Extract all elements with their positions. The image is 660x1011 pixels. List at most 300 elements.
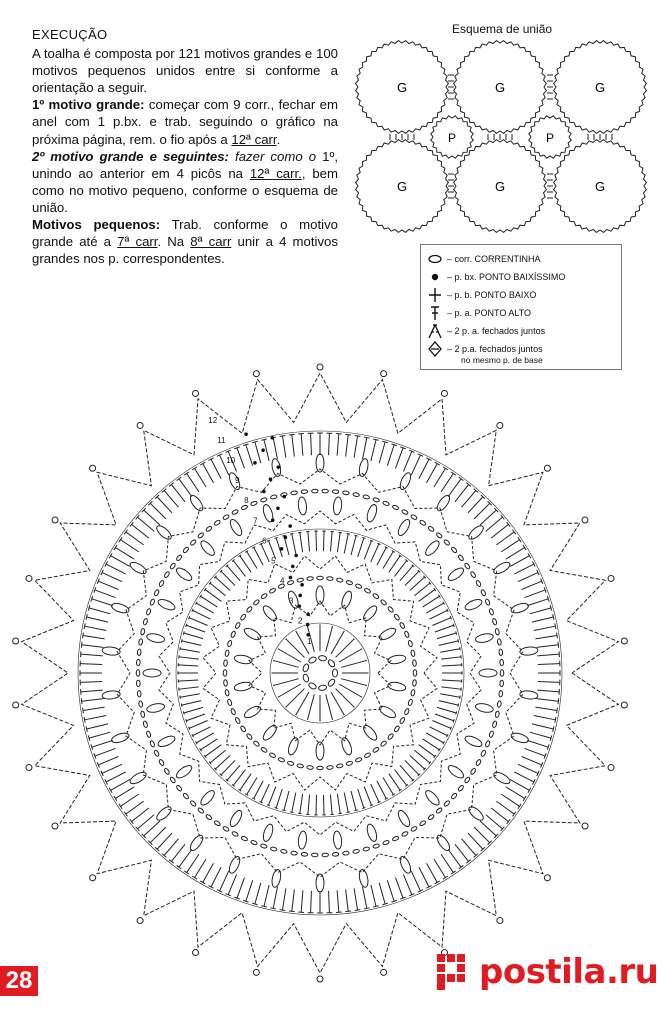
picot <box>544 465 550 471</box>
picot <box>608 765 614 771</box>
chain-stitch <box>404 708 410 715</box>
stitch-top <box>84 717 85 723</box>
double-crochet <box>364 541 371 560</box>
double-crochet <box>83 707 105 710</box>
stitch-top <box>460 696 461 699</box>
chain-stitch <box>495 711 500 718</box>
double-crochet <box>115 548 134 559</box>
chain-stitch <box>408 640 413 647</box>
double-crochet <box>171 844 185 861</box>
double-crochet <box>83 635 105 638</box>
double-crochet <box>196 603 213 613</box>
double-crochet <box>354 888 357 910</box>
chain-stitch <box>318 685 327 691</box>
stitch-top <box>362 537 365 538</box>
double-crochet <box>440 649 460 652</box>
cluster-stitch <box>199 788 217 807</box>
large-motif-label: G <box>494 179 506 194</box>
picot <box>608 575 614 581</box>
picot <box>26 575 32 581</box>
round-number: 1 <box>306 636 312 646</box>
cluster-stitch <box>467 523 486 541</box>
stitch-top <box>286 639 287 640</box>
large-motif-label: G <box>494 80 506 95</box>
chain-stitch <box>223 670 227 676</box>
cluster-stitch <box>464 734 484 749</box>
picot <box>582 517 588 523</box>
stitch-top <box>84 623 85 629</box>
chain-stitch <box>346 761 353 766</box>
double-crochet <box>195 859 206 878</box>
cluster-stitch <box>128 560 148 576</box>
double-crochet <box>182 641 201 646</box>
picot <box>497 918 503 924</box>
round-number: 11 <box>217 435 226 445</box>
stitch-top <box>377 801 380 802</box>
slip-stitch <box>288 524 292 528</box>
double-crochet <box>150 827 166 843</box>
chart-stitches <box>13 364 628 982</box>
cluster-stitch <box>243 626 263 642</box>
double-crochet <box>80 682 102 683</box>
stitch-top <box>447 734 449 737</box>
chain-stitch <box>241 504 248 510</box>
large-motif-label: G <box>594 80 606 95</box>
stitch-top <box>181 704 182 707</box>
chain-stitch <box>485 740 491 747</box>
double-crochet <box>518 764 538 773</box>
double-crochet <box>98 581 118 589</box>
stitch-top <box>261 439 267 440</box>
chain-stitch <box>322 853 329 857</box>
double-crochet <box>215 577 230 591</box>
stitch-top <box>557 708 558 714</box>
double-crochet <box>157 497 172 513</box>
cluster-stitch <box>340 736 354 756</box>
chain-stitch <box>492 721 497 728</box>
double-crochet <box>301 890 303 912</box>
double-crochet <box>351 536 356 555</box>
double-crochet <box>437 707 456 713</box>
double-crochet <box>81 654 103 656</box>
cluster-stitch <box>398 855 413 875</box>
double-crochet <box>89 732 110 738</box>
cluster-stitch <box>243 704 263 720</box>
double-crochet <box>480 821 496 836</box>
stitch-top <box>355 910 361 911</box>
chain-stitch <box>225 650 230 657</box>
stitch-top <box>192 734 194 737</box>
chain-stitch <box>235 717 241 724</box>
picot <box>193 390 199 396</box>
chain-stitch <box>401 831 408 837</box>
double-crochet <box>419 745 435 757</box>
double-crochet <box>371 885 376 906</box>
stitch-top <box>267 805 270 806</box>
stitch-top <box>186 624 187 627</box>
double-crochet <box>186 714 205 721</box>
double-crochet <box>514 564 534 574</box>
stitch-top <box>553 614 554 620</box>
slip-stitch <box>294 554 298 558</box>
slip-stitch <box>282 495 286 499</box>
chain-stitch <box>241 836 248 842</box>
chain-stitch <box>451 546 458 553</box>
slip-stitch <box>276 465 280 469</box>
chain-stitch <box>222 514 229 520</box>
postila-logo-icon <box>437 954 473 990</box>
chain-stitch <box>269 752 276 758</box>
double-crochet <box>410 755 425 769</box>
crochet-chart <box>0 355 660 995</box>
stitch-top <box>189 727 190 730</box>
round-number: 7 <box>253 516 258 526</box>
cluster-stitch <box>155 805 174 823</box>
double-crochet <box>448 849 461 867</box>
chain-stitch <box>373 843 380 848</box>
double-crochet <box>178 665 198 666</box>
chain-stitch <box>297 578 304 583</box>
chain-stitch <box>260 843 267 848</box>
small-motif-label: P <box>447 131 457 145</box>
chain-stitch <box>332 852 339 856</box>
dot-icon <box>427 269 443 285</box>
double-crochet <box>344 793 348 813</box>
chain-stitch <box>413 670 417 676</box>
double-crochet <box>193 727 211 736</box>
picot <box>621 702 627 708</box>
double-crochet <box>405 760 419 774</box>
double-crochet <box>92 740 113 747</box>
first-motif-label: 1º motivo grande: <box>32 97 145 113</box>
double-crochet <box>220 871 229 891</box>
cluster-stitch <box>467 805 486 823</box>
chain-stitch <box>136 680 140 687</box>
double-crochet <box>358 538 364 557</box>
cluster-stitch <box>174 566 193 583</box>
double-crochet <box>255 442 261 463</box>
cluster-stitch <box>446 763 465 780</box>
double-crochet <box>468 497 483 513</box>
picot <box>582 823 588 829</box>
chain-stitch <box>158 580 164 587</box>
double-crochet <box>254 547 263 565</box>
stitch-top <box>180 696 181 699</box>
cluster-stitch <box>479 669 497 677</box>
stitch-top <box>361 649 362 650</box>
double-crochet <box>383 551 393 568</box>
slip-stitch <box>261 448 265 452</box>
double-crochet <box>371 440 376 461</box>
chain-stitch <box>227 640 232 647</box>
double-crochet <box>203 464 214 483</box>
stitch-top <box>282 810 285 811</box>
round-number: 8 <box>244 496 249 506</box>
cluster-stitch <box>423 539 441 558</box>
double-crochet <box>486 815 503 829</box>
double-crochet <box>274 679 299 686</box>
double-crochet <box>87 724 108 729</box>
double-crochet <box>268 787 275 806</box>
cluster-stitch <box>378 704 398 720</box>
chain-stitch <box>475 580 481 587</box>
stitch-top <box>453 624 454 627</box>
double-crochet <box>187 473 199 491</box>
double-crochet <box>316 795 317 815</box>
double-crochet <box>371 784 379 802</box>
double-crochet <box>227 765 240 780</box>
double-crochet <box>455 485 469 502</box>
chain-stitch <box>500 680 504 687</box>
stitch-top <box>189 616 190 619</box>
picot <box>317 976 323 982</box>
stitch-top <box>450 616 451 619</box>
double-crochet <box>532 724 553 729</box>
watermark-logo <box>437 952 658 992</box>
watermark-text: postila.ru <box>479 952 659 992</box>
stitch-top <box>362 808 365 809</box>
stitch-top <box>453 719 454 722</box>
double-crochet <box>227 566 240 581</box>
legend-note: no mesmo p. de base <box>461 355 543 365</box>
cluster-stitch <box>234 654 253 665</box>
double-crochet <box>462 839 476 856</box>
slip-stitch <box>284 536 288 540</box>
double-crochet <box>527 740 548 747</box>
chain-stitch <box>164 571 170 578</box>
stitch-top <box>557 633 558 639</box>
double-crochet <box>363 438 367 460</box>
double-crochet <box>400 566 413 581</box>
double-crochet <box>423 739 440 750</box>
cluster-stitch <box>188 833 205 852</box>
double-crochet <box>205 745 221 757</box>
stitch-top <box>290 533 293 534</box>
round-number: 6 <box>262 536 267 546</box>
chain-stitch <box>497 639 502 646</box>
chain-oval-icon <box>427 251 443 267</box>
chain-stitch <box>355 583 362 589</box>
stitch-top <box>460 647 461 650</box>
double-crochet <box>329 891 330 913</box>
chain-stitch <box>327 765 334 769</box>
double-crochet <box>442 665 462 666</box>
stitch-top <box>289 434 295 435</box>
double-crochet <box>132 524 149 538</box>
stitch-top <box>181 639 182 642</box>
chain-arch <box>159 511 481 835</box>
cluster-stitch <box>155 523 174 541</box>
legend-row: – 2 p. a. fechados juntos <box>427 323 545 339</box>
double-crochet <box>264 885 269 906</box>
picot <box>137 918 143 924</box>
double-crochet <box>201 739 218 750</box>
stitch-top <box>555 623 556 629</box>
stitch-top <box>347 533 350 534</box>
small-motif-paragraph: Motivos pequenos: Trab. conforme o motivo grande até a 7ª carr. Na 8ª carr unir a 4 motivos grandes nos p. correspondentes. <box>32 217 338 267</box>
picot <box>90 875 96 881</box>
chain-stitch <box>246 606 253 613</box>
stitch-top <box>267 540 270 541</box>
double-crochet <box>240 556 251 573</box>
cluster-stitch <box>519 646 538 656</box>
cluster-stitch <box>199 539 217 558</box>
page-number: 28 <box>0 966 38 996</box>
stitch-top <box>180 647 181 650</box>
double-crochet <box>419 459 429 479</box>
double-crochet <box>525 590 546 598</box>
section-heading: EXECUÇÃO <box>32 27 108 42</box>
chain-stitch <box>312 489 319 493</box>
double-crochet <box>311 891 312 913</box>
double-crochet <box>379 442 385 463</box>
double-crochet <box>387 445 394 466</box>
chain-stitch <box>410 689 415 696</box>
round-number: 9 <box>235 476 240 486</box>
double-crochet <box>486 517 503 531</box>
chain-stitch <box>336 763 343 768</box>
double-crochet <box>337 890 339 912</box>
chain-arch <box>249 601 391 745</box>
double-crochet <box>157 833 172 849</box>
double-crochet <box>434 859 445 878</box>
double-crochet <box>144 821 160 836</box>
double-crochet <box>510 780 529 791</box>
cluster-stitch <box>228 518 244 538</box>
stitch-top <box>458 704 459 707</box>
double-crochet <box>330 532 332 552</box>
double-crochet <box>337 794 340 814</box>
double-crochet <box>440 694 460 697</box>
double-crochet <box>180 649 200 652</box>
double-crochet <box>394 561 406 577</box>
double-crochet <box>308 694 315 719</box>
cluster-stitch <box>378 626 398 642</box>
chain-stitch <box>197 807 204 814</box>
chain-stitch <box>404 631 410 638</box>
slip-stitch <box>300 583 304 587</box>
double-crochet <box>337 434 339 456</box>
chain-stitch <box>401 509 408 515</box>
double-crochet <box>254 781 263 799</box>
double-crochet <box>480 510 496 525</box>
double-crochet <box>85 716 107 720</box>
chain-stitch <box>182 792 189 799</box>
double-crochet <box>441 473 453 491</box>
double-crochet <box>506 787 525 798</box>
slip-stitch <box>306 623 310 627</box>
legend-row: – 2 p.a. fechados juntos <box>427 341 543 357</box>
round-number: 3 <box>289 596 294 606</box>
double-crochet <box>346 889 349 911</box>
double-crochet <box>468 833 483 849</box>
chain-stitch <box>342 851 349 855</box>
chain-stitch <box>394 725 401 732</box>
double-crochet <box>193 610 211 619</box>
large-motif-label: G <box>396 80 408 95</box>
double-crochet <box>187 854 199 872</box>
double-crochet <box>115 787 134 798</box>
double-crochet <box>341 679 366 686</box>
chain-stitch <box>269 588 276 594</box>
double-crochet <box>510 556 529 567</box>
stitch-top <box>280 910 286 911</box>
double-crochet <box>273 887 277 909</box>
double-crochet <box>132 808 149 822</box>
picot <box>381 969 387 975</box>
slip-stitch <box>298 594 302 598</box>
double-crochet <box>491 524 508 538</box>
cluster-stitch <box>227 855 242 875</box>
union-diagram-title: Esquema de união <box>452 22 553 36</box>
cluster-stitch <box>435 833 452 852</box>
chain-stitch <box>230 631 236 638</box>
chain-stitch <box>380 740 387 747</box>
double-crochet <box>211 459 221 479</box>
double-crochet <box>210 750 225 763</box>
chain-stitch <box>489 731 495 738</box>
stitch-top <box>354 639 355 640</box>
double-crochet <box>138 517 155 531</box>
chain-stitch <box>363 494 370 499</box>
double-crochet <box>233 561 245 577</box>
round-number: 12 <box>208 415 218 425</box>
cluster-stitch <box>510 602 530 615</box>
large-motif-label: G <box>396 179 408 194</box>
chain-stitch <box>308 682 317 690</box>
picot <box>13 638 19 644</box>
cluster-stitch <box>361 723 379 742</box>
picot <box>621 638 627 644</box>
slip-stitch <box>306 633 310 637</box>
double-crochet <box>179 687 199 689</box>
chain-stitch <box>317 576 323 580</box>
cluster-stitch <box>365 503 378 523</box>
chain-stitch <box>250 501 257 507</box>
double-crochet <box>179 657 199 659</box>
chain-stitch <box>190 539 197 546</box>
double-crochet <box>411 455 420 475</box>
double-crochet <box>323 531 324 551</box>
chain-stitch <box>307 576 314 580</box>
double-crochet <box>521 581 541 589</box>
double-crochet <box>389 774 400 791</box>
chain-stitch <box>353 849 360 854</box>
chain-stitch <box>190 800 197 807</box>
chain-stitch <box>470 571 476 578</box>
double-crochet <box>196 733 213 743</box>
double-crochet <box>403 451 411 471</box>
stitch-top <box>286 707 287 708</box>
chain-stitch <box>176 785 183 792</box>
chain-stitch <box>280 849 287 854</box>
double-crochet <box>211 867 221 887</box>
chain-stitch <box>399 622 405 629</box>
cross-icon <box>427 287 443 303</box>
stitch-top <box>364 437 370 438</box>
picot <box>441 390 447 396</box>
chain-stitch <box>327 678 336 687</box>
stitch-top <box>458 639 459 642</box>
double-crochet <box>527 599 548 606</box>
double-crochet <box>501 540 519 552</box>
double-crochet <box>308 532 310 552</box>
chain-stitch <box>480 750 486 757</box>
round-number: 4 <box>280 576 285 586</box>
chain-stitch <box>353 492 360 497</box>
chain-stitch <box>143 721 148 728</box>
stitch-top <box>252 547 255 549</box>
